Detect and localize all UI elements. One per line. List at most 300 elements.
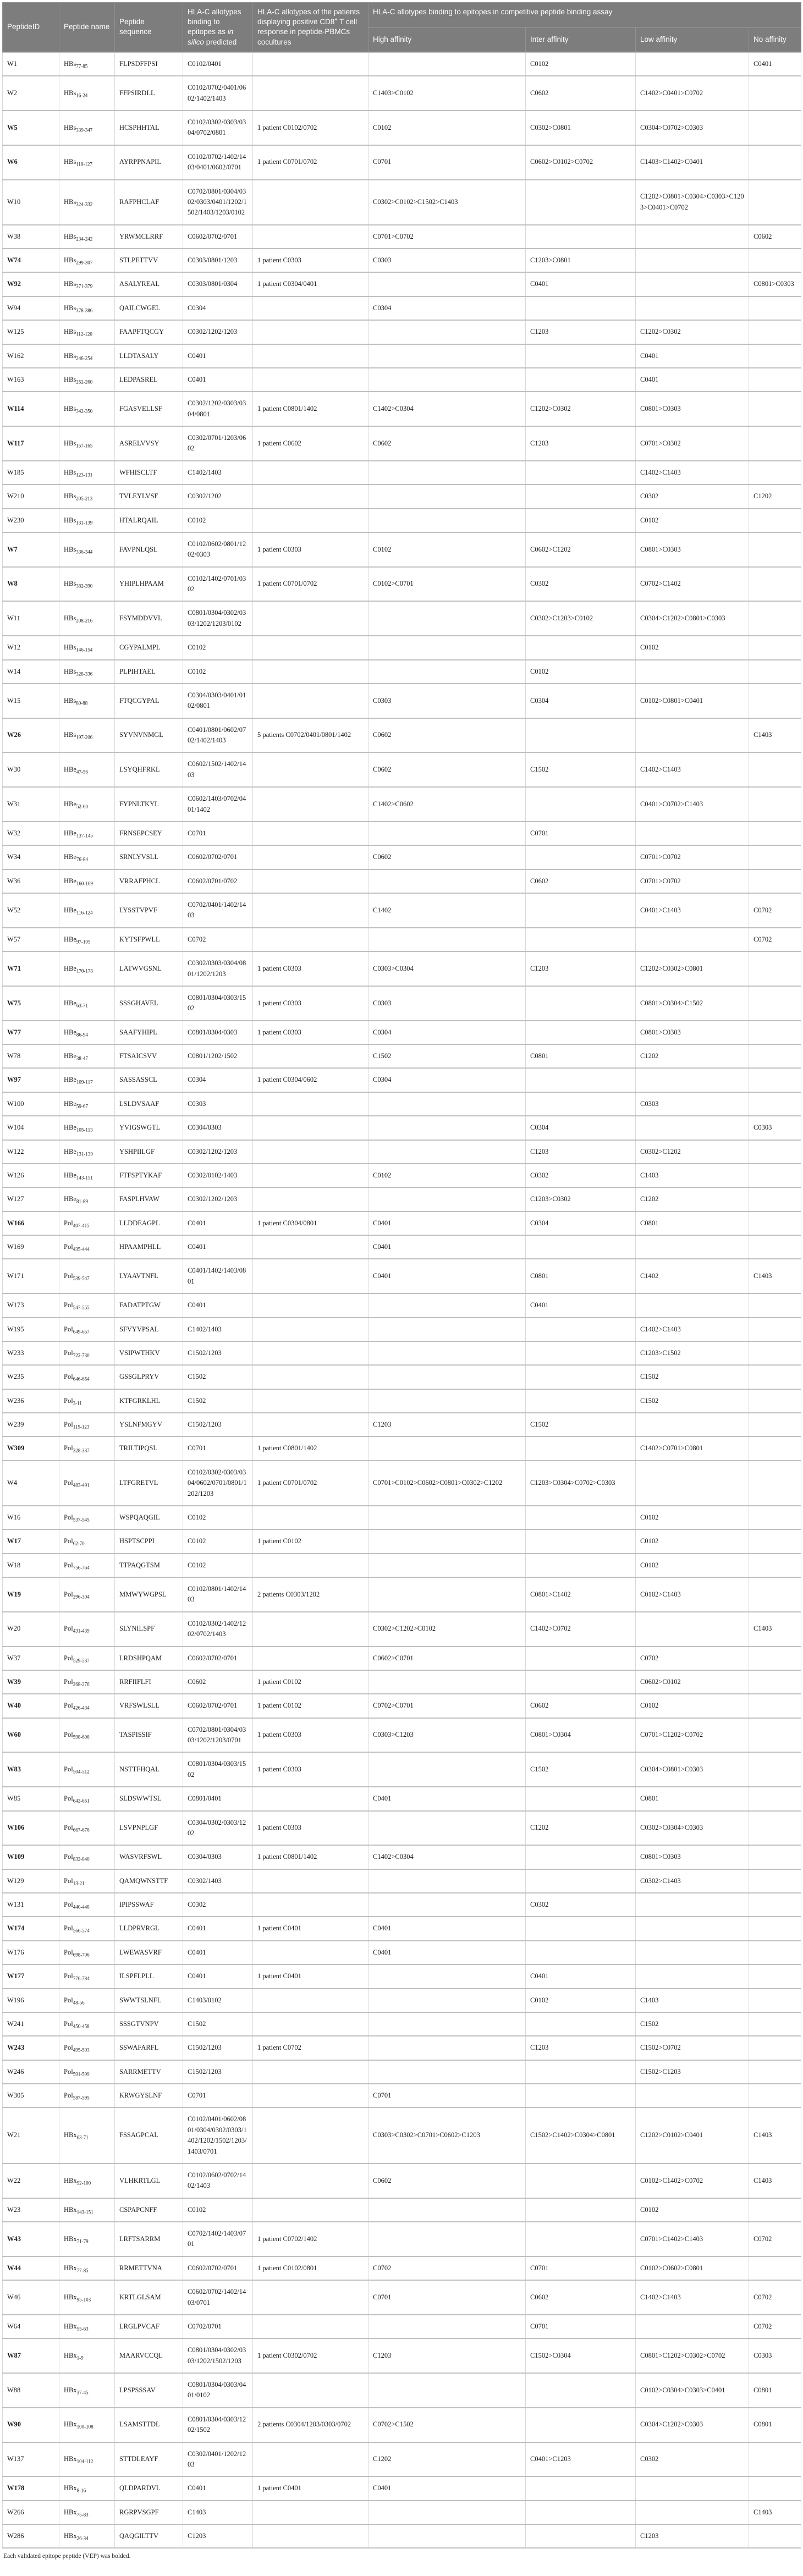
- peptide-id: W104: [7, 1124, 24, 1132]
- peptide-protein: HBx: [64, 2386, 77, 2394]
- header-peptide-sequence: Peptide sequence: [115, 3, 183, 52]
- peptide-protein: Pol: [64, 1590, 73, 1598]
- table-row: [3, 1917, 801, 1940]
- no-affinity-cell: [749, 1389, 801, 1413]
- peptide-id: W26: [7, 731, 21, 739]
- insilico-allotypes-cell: C0401: [183, 2476, 253, 2500]
- peptide-name-cell: [59, 1941, 115, 1964]
- inter-affinity-cell: C1203: [526, 426, 636, 461]
- peptide-range: 38-47: [76, 1055, 88, 1061]
- patient-response-cell: 1 patient C0102/0801: [253, 2256, 369, 2280]
- peptide-name-cell: [59, 1694, 115, 1718]
- insilico-allotypes-cell: C0304/0302/0303/1202: [183, 1811, 253, 1846]
- table-row: [3, 509, 801, 532]
- peptide-id-cell: [3, 951, 59, 986]
- inter-affinity-cell: [526, 1021, 636, 1044]
- low-affinity-cell: C0401: [636, 368, 749, 392]
- no-affinity-cell: C1403: [749, 2107, 801, 2164]
- peptide-range: 539-547: [73, 1275, 90, 1281]
- patient-response-cell: [253, 52, 369, 76]
- no-affinity-cell: [749, 684, 801, 718]
- patient-response-cell: 1 patient C0801/1402: [253, 1436, 369, 1460]
- peptide-sequence-cell: YSLNFMGYV: [115, 1413, 183, 1436]
- peptide-sequence-cell: FTQCGYPAL: [115, 684, 183, 718]
- peptide-id-cell: [3, 567, 59, 602]
- peptide-id: W94: [7, 304, 21, 312]
- no-affinity-cell: C0801>C0303: [749, 272, 801, 296]
- no-affinity-cell: [749, 1869, 801, 1893]
- patient-response-cell: [253, 2373, 369, 2408]
- peptide-sequence-cell: ASRELVVSY: [115, 426, 183, 461]
- peptide-name-cell: [59, 2012, 115, 2036]
- peptide-protein: HBx: [64, 2205, 77, 2214]
- peptide-protein: HBs: [64, 468, 76, 476]
- peptide-id-cell: [3, 1021, 59, 1044]
- peptide-id: W77: [7, 1028, 21, 1036]
- high-affinity-cell: [369, 2222, 526, 2256]
- header-peptide-id: PeptideID: [3, 3, 59, 52]
- table-row: [3, 567, 801, 602]
- table-row: [3, 1021, 801, 1044]
- peptide-id-cell: [3, 2164, 59, 2198]
- peptide-protein: HBs: [64, 158, 76, 166]
- inter-affinity-cell: [526, 2012, 636, 2036]
- inter-affinity-cell: C1203>C0801: [526, 249, 636, 272]
- inter-affinity-cell: C0102: [526, 1989, 636, 2012]
- peptide-sequence-cell: MAARVCCQL: [115, 2338, 183, 2373]
- inter-affinity-cell: [526, 718, 636, 753]
- no-affinity-cell: [749, 1212, 801, 1235]
- patient-response-cell: [253, 225, 369, 249]
- peptide-protein: HBs: [64, 304, 76, 312]
- peptide-range: 234-242: [76, 236, 93, 242]
- peptide-sequence-cell: SWWTSLNFL: [115, 1989, 183, 2012]
- peptide-name-cell: [59, 1869, 115, 1893]
- patient-response-cell: 1 patient C0303: [253, 1752, 369, 1787]
- high-affinity-cell: C0701: [369, 2084, 526, 2107]
- low-affinity-cell: C0702: [636, 1647, 749, 1670]
- inter-affinity-cell: C0602: [526, 869, 636, 893]
- low-affinity-cell: C0801>C0303: [636, 532, 749, 567]
- patient-response-cell: [253, 344, 369, 368]
- no-affinity-cell: C0602: [749, 225, 801, 249]
- peptide-range: 336-344: [76, 549, 93, 555]
- peptide-range: 13-21: [73, 1880, 85, 1886]
- high-affinity-cell: [369, 601, 526, 636]
- inter-affinity-cell: [526, 180, 636, 225]
- low-affinity-cell: C1402>C1403: [636, 2280, 749, 2315]
- high-affinity-cell: C1402: [369, 893, 526, 928]
- table-row: [3, 2373, 801, 2408]
- high-affinity-cell: C0304: [369, 1068, 526, 1092]
- high-affinity-cell: C0102: [369, 111, 526, 145]
- high-affinity-cell: C1502: [369, 1044, 526, 1068]
- patient-response-cell: 1 patient C0702: [253, 2036, 369, 2060]
- peptide-id: W137: [7, 2455, 24, 2463]
- peptide-range: 48-56: [73, 2000, 85, 2005]
- peptide-name-cell: [59, 1461, 115, 1506]
- high-affinity-cell: C1402>C0304: [369, 1845, 526, 1869]
- no-affinity-cell: C1403: [749, 2164, 801, 2198]
- low-affinity-cell: [636, 1964, 749, 1988]
- high-affinity-cell: [369, 1365, 526, 1389]
- low-affinity-cell: [636, 1068, 749, 1092]
- peptide-sequence-cell: SASSASSCL: [115, 1068, 183, 1092]
- peptide-name-cell: [59, 1021, 115, 1044]
- insilico-allotypes-cell: C0401/0801/0602/0702/1402/1403: [183, 718, 253, 753]
- peptide-range: 299-307: [76, 260, 93, 266]
- high-affinity-cell: [369, 1092, 526, 1116]
- peptide-id-cell: [3, 2442, 59, 2477]
- peptide-id-cell: [3, 2476, 59, 2500]
- low-affinity-cell: C0102: [636, 636, 749, 659]
- peptide-id: W38: [7, 232, 21, 240]
- peptide-id-cell: [3, 1529, 59, 1553]
- peptide-id: W21: [7, 2131, 21, 2139]
- patient-response-cell: [253, 869, 369, 893]
- insilico-allotypes-cell: C0302/0102/1403: [183, 1164, 253, 1187]
- peptide-range: 63-71: [76, 1003, 88, 1009]
- peptide-name-cell: [59, 1413, 115, 1436]
- high-affinity-cell: C0602: [369, 2164, 526, 2198]
- table-row: [3, 1647, 801, 1670]
- peptide-sequence-cell: ILSPFLPLL: [115, 1964, 183, 1988]
- patient-response-cell: [253, 1554, 369, 1577]
- inter-affinity-cell: C0801>C1402: [526, 1577, 636, 1612]
- patient-response-cell: [253, 1164, 369, 1187]
- patient-response-cell: 1 patient C0303: [253, 249, 369, 272]
- insilico-allotypes-cell: C0102/0602/0801/1202/0303: [183, 532, 253, 567]
- peptide-id: W230: [7, 516, 24, 524]
- peptide-name-cell: [59, 145, 115, 180]
- peptide-protein: Pol: [64, 2067, 73, 2076]
- peptide-sequence-cell: LSAMSTTDL: [115, 2408, 183, 2442]
- insilico-allotypes-cell: C0702/0701: [183, 2315, 253, 2338]
- no-affinity-cell: [749, 636, 801, 659]
- peptide-sequence-cell: MMWYWGPSL: [115, 1577, 183, 1612]
- low-affinity-cell: C0102: [636, 509, 749, 532]
- no-affinity-cell: [749, 296, 801, 320]
- header-patients: [253, 3, 369, 52]
- inter-affinity-cell: [526, 2060, 636, 2084]
- no-affinity-cell: [749, 1718, 801, 1753]
- peptide-id-cell: [3, 893, 59, 928]
- high-affinity-cell: [369, 2524, 526, 2548]
- insilico-allotypes-cell: C0102/0401/0602/0801/0304/0302/0303/1402/1202/1502/1203/1403/0701: [183, 2107, 253, 2164]
- no-affinity-cell: [749, 845, 801, 869]
- peptide-protein: HBs: [64, 696, 76, 704]
- peptide-id: W44: [7, 2264, 21, 2272]
- peptide-name-cell: [59, 76, 115, 111]
- peptide-protein: HBe: [64, 1171, 76, 1179]
- peptide-name-cell: [59, 2501, 115, 2524]
- peptide-protein: HBs: [64, 731, 76, 739]
- table-row: [3, 1092, 801, 1116]
- table-row: [3, 1341, 801, 1365]
- peptide-sequence-cell: FSYMDDVVL: [115, 601, 183, 636]
- inter-affinity-cell: C1502: [526, 752, 636, 787]
- peptide-id-cell: [3, 1116, 59, 1140]
- insilico-allotypes-cell: C0401: [183, 344, 253, 368]
- peptide-sequence-cell: YSHPIILGF: [115, 1140, 183, 1164]
- high-affinity-cell: [369, 1554, 526, 1577]
- peptide-name-cell: [59, 1989, 115, 2012]
- peptide-id: W60: [7, 1731, 21, 1739]
- high-affinity-cell: C0701>C0102>C0602>C0801>C0302>C1202: [369, 1461, 526, 1506]
- high-affinity-cell: C1203: [369, 1413, 526, 1436]
- peptide-range: 63-71: [76, 2134, 89, 2140]
- table-row: [3, 426, 801, 461]
- peptide-name-cell: [59, 1554, 115, 1577]
- low-affinity-cell: [636, 660, 749, 684]
- header-insilico-prefix: HLA-C allotypes binding to epitopes as: [188, 8, 241, 36]
- peptide-name-cell: [59, 2164, 115, 2198]
- low-affinity-cell: [636, 2084, 749, 2107]
- peptide-sequence-cell: HPAAMPHLL: [115, 1235, 183, 1259]
- peptide-name-cell: [59, 660, 115, 684]
- table-row: [3, 1845, 801, 1869]
- peptide-id: W178: [7, 2484, 25, 2492]
- peptide-id-cell: [3, 1752, 59, 1787]
- insilico-allotypes-cell: C0401: [183, 1293, 253, 1317]
- peptide-id: W16: [7, 1513, 21, 1521]
- inter-affinity-cell: [526, 1845, 636, 1869]
- table-row: [3, 1164, 801, 1187]
- peptide-name-cell: [59, 822, 115, 845]
- patient-response-cell: [253, 2315, 369, 2338]
- insilico-allotypes-cell: C0302/1202/1203: [183, 1140, 253, 1164]
- peptide-sequence-cell: LSLDVSAAF: [115, 1092, 183, 1116]
- peptide-id: W162: [7, 351, 24, 360]
- low-affinity-cell: C0102: [636, 1554, 749, 1577]
- peptide-id-cell: [3, 461, 59, 485]
- inter-affinity-cell: [526, 1917, 636, 1940]
- peptide-id-cell: [3, 1694, 59, 1718]
- peptide-range: 529-537: [73, 1658, 90, 1663]
- insilico-allotypes-cell: C0303: [183, 1092, 253, 1116]
- high-affinity-cell: [369, 822, 526, 845]
- no-affinity-cell: [749, 1670, 801, 1694]
- peptide-sequence-cell: VRRAFPHCL: [115, 869, 183, 893]
- high-affinity-cell: [369, 52, 526, 76]
- peptide-id: W12: [7, 643, 21, 652]
- peptide-id-cell: [3, 752, 59, 787]
- peptide-protein: Pol: [64, 1373, 73, 1381]
- no-affinity-cell: [749, 1647, 801, 1670]
- low-affinity-cell: C0102>C1402>C0702: [636, 2164, 749, 2198]
- table-row: [3, 1365, 801, 1389]
- peptide-id: W6: [7, 158, 18, 166]
- patient-response-cell: 5 patients C0702/0401/0801/1402: [253, 718, 369, 753]
- low-affinity-cell: [636, 1293, 749, 1317]
- peptide-sequence-cell: STLPETTVV: [115, 249, 183, 272]
- peptide-name-cell: [59, 1647, 115, 1670]
- peptide-sequence-cell: HSPTSCPPI: [115, 1529, 183, 1553]
- insilico-allotypes-cell: C0702/0801/0304/0303/1202/1203/0701: [183, 1718, 253, 1753]
- low-affinity-cell: C1403>C1402>C0401: [636, 145, 749, 180]
- table-row: [3, 1670, 801, 1694]
- high-affinity-cell: C0303>C1203: [369, 1718, 526, 1753]
- insilico-allotypes-cell: C0302/1202/0303/0304/0801: [183, 392, 253, 426]
- patient-response-cell: 1 patient C0303: [253, 1811, 369, 1846]
- peptide-id: W246: [7, 2067, 24, 2076]
- low-affinity-cell: C0302>C0304>C0303: [636, 1811, 749, 1846]
- peptide-name-cell: [59, 1341, 115, 1365]
- table-row: [3, 344, 801, 368]
- inter-affinity-cell: [526, 1068, 636, 1092]
- table-row: [3, 2280, 801, 2315]
- table-row: [3, 636, 801, 659]
- patient-response-cell: [253, 2501, 369, 2524]
- inter-affinity-cell: [526, 636, 636, 659]
- peptide-range: 77-85: [76, 63, 88, 69]
- table-row: [3, 1964, 801, 1988]
- peptide-protein: HBe: [64, 853, 76, 861]
- peptide-name-cell: [59, 1893, 115, 1917]
- peptide-range: 649-657: [73, 1329, 90, 1334]
- peptide-sequence-cell: TVLEYLVSF: [115, 485, 183, 508]
- no-affinity-cell: C0702: [749, 928, 801, 951]
- peptide-id-cell: [3, 485, 59, 508]
- peptide-sequence-cell: FFPSIRDLL: [115, 76, 183, 111]
- peptide-id: W87: [7, 2351, 21, 2359]
- peptide-range: 3-11: [73, 1400, 82, 1406]
- high-affinity-cell: C0701: [369, 145, 526, 180]
- peptide-protein: HBe: [64, 877, 76, 885]
- peptide-sequence-cell: SLYNILSPF: [115, 1612, 183, 1647]
- peptide-name-cell: [59, 2373, 115, 2408]
- no-affinity-cell: [749, 1092, 801, 1116]
- table-row: [3, 684, 801, 718]
- insilico-allotypes-cell: C1402/1403: [183, 1318, 253, 1341]
- patient-response-cell: [253, 893, 369, 928]
- low-affinity-cell: C1403: [636, 1989, 749, 2012]
- table-row: [3, 2107, 801, 2164]
- insilico-allotypes-cell: C0102: [183, 509, 253, 532]
- peptide-range: 137-145: [76, 833, 93, 839]
- peptide-range: 37-45: [76, 2390, 89, 2396]
- peptide-id: W37: [7, 1654, 21, 1662]
- insilico-allotypes-cell: C0602/1502/1402/1403: [183, 752, 253, 787]
- low-affinity-cell: C0302: [636, 485, 749, 508]
- patient-response-cell: [253, 1365, 369, 1389]
- insilico-allotypes-cell: C0302/0303/0304/0801/1202/1203: [183, 951, 253, 986]
- no-affinity-cell: [749, 1941, 801, 1964]
- peptide-id-cell: [3, 1787, 59, 1810]
- peptide-id-cell: [3, 2280, 59, 2315]
- peptide-range: 59-67: [76, 1103, 88, 1109]
- patient-response-cell: 1 patient C0401: [253, 1917, 369, 1940]
- peptide-id-cell: [3, 1293, 59, 1317]
- table-row: [3, 1318, 801, 1341]
- peptide-name-cell: [59, 426, 115, 461]
- peptide-sequence-cell: YRWMCLRRF: [115, 225, 183, 249]
- peptide-protein: HBs: [64, 328, 76, 336]
- peptide-sequence-cell: QAQGILTTV: [115, 2524, 183, 2548]
- peptide-range: 646-654: [73, 1376, 90, 1382]
- no-affinity-cell: [749, 1964, 801, 1988]
- peptide-id-cell: [3, 1893, 59, 1917]
- inter-affinity-cell: [526, 509, 636, 532]
- peptide-protein: Pol: [64, 2019, 73, 2028]
- table-row: [3, 1044, 801, 1068]
- insilico-allotypes-cell: C0102/0702/0401/0602/1402/1403: [183, 76, 253, 111]
- insilico-allotypes-cell: C0401: [183, 1212, 253, 1235]
- peptide-id: W90: [7, 2420, 21, 2429]
- patient-response-cell: 1 patient C0602: [253, 426, 369, 461]
- high-affinity-cell: [369, 368, 526, 392]
- high-affinity-cell: C0303: [369, 986, 526, 1021]
- peptide-name-cell: [59, 1506, 115, 1529]
- peptide-protein: HBe: [64, 1124, 76, 1132]
- peptide-id-cell: [3, 76, 59, 111]
- high-affinity-cell: C0102>C0701: [369, 567, 526, 602]
- peptide-id: W125: [7, 328, 24, 336]
- header-high-affinity: High affinity: [369, 27, 526, 52]
- peptide-range: 131-139: [76, 520, 93, 525]
- insilico-allotypes-cell: C0602/0702/0701: [183, 1694, 253, 1718]
- peptide-id-cell: [3, 1187, 59, 1211]
- peptide-sequence-cell: SLDSWWTSL: [115, 1787, 183, 1810]
- peptide-sequence-cell: LEDPASREL: [115, 368, 183, 392]
- peptide-range: 143-151: [76, 1175, 93, 1181]
- table-row: [3, 869, 801, 893]
- peptide-name-cell: [59, 1140, 115, 1164]
- peptide-id-cell: [3, 2084, 59, 2107]
- inter-affinity-cell: [526, 1529, 636, 1553]
- peptide-protein: HBx: [64, 2508, 77, 2516]
- inter-affinity-cell: C0401: [526, 1293, 636, 1317]
- high-affinity-cell: C0304: [369, 296, 526, 320]
- peptide-id: W243: [7, 2044, 25, 2052]
- no-affinity-cell: [749, 986, 801, 1021]
- low-affinity-cell: C1402>C1403: [636, 752, 749, 787]
- patient-response-cell: 1 patient C0303: [253, 986, 369, 1021]
- peptide-range: 776-784: [73, 1975, 90, 1981]
- peptide-sequence-cell: LLDTASALY: [115, 344, 183, 368]
- patient-response-cell: [253, 1413, 369, 1436]
- peptide-protein: HBx: [64, 2351, 77, 2359]
- inter-affinity-cell: [526, 986, 636, 1021]
- no-affinity-cell: [749, 1893, 801, 1917]
- patient-response-cell: [253, 485, 369, 508]
- table-row: [3, 787, 801, 822]
- table-row: [3, 2060, 801, 2084]
- insilico-allotypes-cell: C0801/0304/0303/0401/0102: [183, 2373, 253, 2408]
- low-affinity-cell: C1402>C0701>C0801: [636, 1436, 749, 1460]
- low-affinity-cell: C1502>C0702: [636, 2036, 749, 2060]
- peptide-range: 324-332: [76, 201, 93, 207]
- patient-response-cell: [253, 2164, 369, 2198]
- peptide-range: 109-117: [76, 1079, 93, 1085]
- table-row: [3, 1259, 801, 1293]
- high-affinity-cell: [369, 2036, 526, 2060]
- table-row: [3, 986, 801, 1021]
- peptide-protein: HBs: [64, 439, 76, 447]
- peptide-range: 722-730: [73, 1352, 90, 1358]
- peptide-id-cell: [3, 2012, 59, 2036]
- peptide-id: W185: [7, 468, 24, 476]
- table-row: [3, 822, 801, 845]
- peptide-name-cell: [59, 1752, 115, 1787]
- peptide-sequence-cell: LATWVGSNL: [115, 951, 183, 986]
- peptide-protein: Pol: [64, 1625, 73, 1633]
- patient-response-cell: [253, 1092, 369, 1116]
- peptide-id-cell: [3, 2501, 59, 2524]
- peptide-name-cell: [59, 1612, 115, 1647]
- peptide-protein: Pol: [64, 1396, 73, 1405]
- peptide-protein: Pol: [64, 1654, 73, 1662]
